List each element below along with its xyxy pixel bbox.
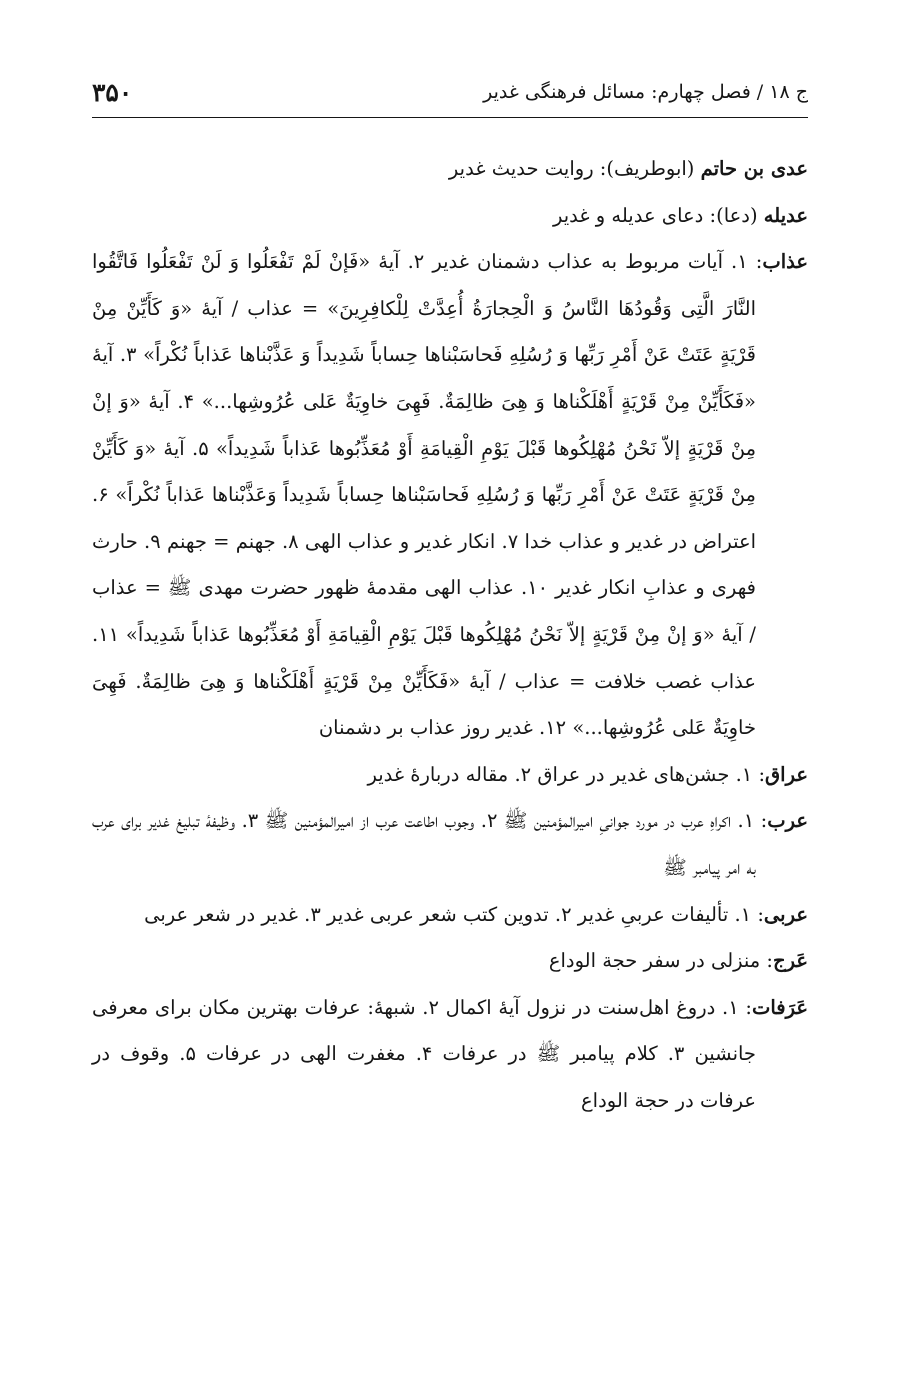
entry-text: : ۱. جشن‌های غدیر در عراق ۲. مقاله دربارهٔ غدیر	[367, 762, 766, 786]
entry-text: (ابوطریف): روایت حدیث غدیر	[448, 157, 701, 180]
index-entry	[92, 239, 808, 752]
entry-term: عدیله	[763, 203, 808, 227]
running-header-title: ج ۱۸ / فصل چهارم: مسائل فرهنگی غدیر	[483, 81, 808, 103]
entry-term: عدی بن حاتم	[700, 157, 808, 180]
entry-term: عرب	[767, 809, 808, 833]
running-header	[92, 70, 808, 114]
index-entry	[92, 985, 808, 1125]
entry-term: عَرَفات	[751, 995, 808, 1019]
index-entry	[92, 938, 808, 985]
page-number: ۳۵۰	[92, 77, 133, 107]
header-divider	[92, 117, 808, 118]
entry-text: : ۱. تألیفات عربیِ غدیر ۲. تدوین کتب شعر عربی غدیر ۳. غدیر در شعر عربی	[144, 902, 764, 926]
index-entry	[92, 892, 808, 939]
entry-text: (دعا): دعای عدیله و غدیر	[552, 203, 764, 227]
entry-term: عَرج	[773, 949, 808, 973]
entry-term: عربی	[763, 902, 808, 926]
entry-text: : ۱. دروغ اهل‌سنت در نزول آیهٔ اکمال ۲. شبههٔ: عرفات بهترین مکان برای معرفی جانشین ۳. کلام پیامبر ﷺ در عرفات ۴. مغفرت الهی در عرفات ۵. وقوف در عرفات در حجة الوداع	[92, 995, 756, 1112]
entry-text: : ۱. آیات مربوط به عذاب دشمنان غدیر ۲. آیهٔ «فَإنْ لَمْ تَفْعَلُوا وَ لَنْ تَفْعَلُوا فَاتَّقُوا النَّارَ الَّتِی وَقُودُهَا النَّاسُ وَ الْحِجارَةُ أُعِدَّتْ لِلْکافِرِینَ» = عذاب / آیهٔ «وَ کَأَیِّنْ مِنْ قَرْیَةٍ عَتَتْ عَنْ أَمْرِ رَبِّها وَ رُسُلِهِ فَحاسَبْناها حِساباً شَدِیداً وَ عَذَّبْناها عَذاباً نُکْراً» ۳. آیهٔ «فَکَأَیِّنْ مِنْ قَرْیَةٍ أَهْلَکْناها وَ هِیَ ظالِمَةٌ. فَهِیَ خاوِیَةٌ عَلی عُرُوشِها...» ۴. آیهٔ «وَ إنْ مِنْ قَرْیَةٍ إلاّ نَحْنُ مُهْلِکُوها قَبْلَ یَوْمِ الْقِیامَةِ أَوْ مُعَذِّبُوها عَذاباً شَدِیداً» ۵. آیهٔ «وَ کَأَیِّنْ مِنْ قَرْیَةٍ عَتَتْ عَنْ أَمْرِ رَبِّها وَ رُسُلِهِ فَحاسَبْناها حِساباً شَدِیداً وَعَذَّبْناها عَذاباً نُکْراً» ۶. اعتراض در غدیر و عذاب خدا ۷. انکار غدیر و عذاب الهی ۸. جهنم = جهنم ۹. حارث فهری و عذابِ انکار غدیر ۱۰. عذاب الهی مقدمهٔ ظهور حضرت مهدی ﷺ = عذاب / آیهٔ «وَ إنْ مِنْ قَرْیَةٍ إلاّ نَحْنُ مُهْلِکُوها قَبْلَ یَوْمِ الْقِیامَةِ أَوْ مُعَذِّبُوها عَذاباً شَدِیداً» ۱۱. عذاب غصب خلافت = عذاب / آیهٔ «فَکَأَیِّنْ مِنْ قَرْیَةٍ أَهْلَکْناها وَ هِیَ ظالِمَةٌ. فَهِیَ خاوِیَةٌ عَلی عُرُوشِها...» ۱۲. غدیر روز عذاب بر دشمنان	[92, 250, 763, 740]
entry-term: عراق	[765, 762, 808, 786]
index-entry	[92, 146, 808, 193]
index-entry	[92, 193, 808, 240]
index-entry	[92, 798, 808, 891]
index-entries	[92, 146, 808, 1124]
entry-text: : ۱. اکراهِ عرب در مورد جوانیِ امیرالمؤمنین ﷺ ۲. وجوب اطاعت عرب از امیرالمؤمنین ﷺ ۳. وظیفهٔ تبلیغ غدیر برای عرب به امر پیامبر ﷺ	[92, 809, 768, 879]
entry-term: عذاب	[762, 250, 808, 274]
index-entry	[92, 752, 808, 799]
entry-text: : منزلی در سفر حجة الوداع	[548, 949, 774, 973]
